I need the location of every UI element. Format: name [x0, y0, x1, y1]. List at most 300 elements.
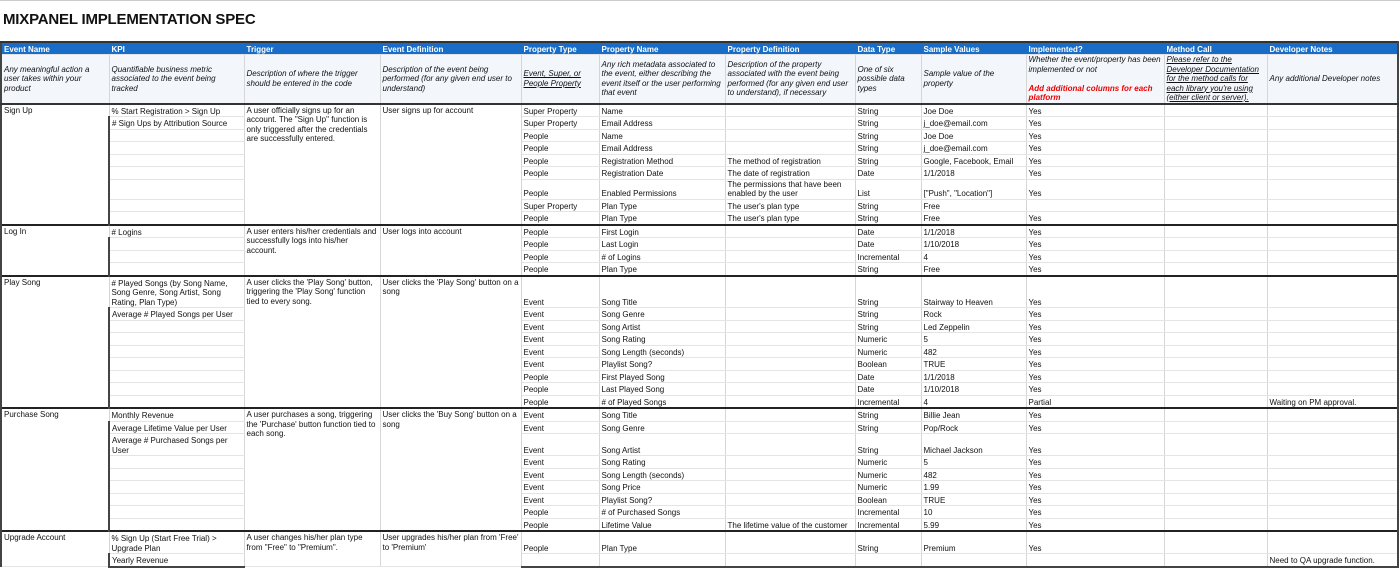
data-type-cell[interactable]: Numeric [855, 345, 921, 358]
sample-value-cell[interactable]: TRUE [921, 358, 1026, 371]
property-type-cell[interactable]: People [521, 370, 599, 383]
column-description-developer-notes[interactable] [1267, 55, 1398, 104]
property-type-cell[interactable]: People [521, 518, 599, 531]
trigger-cell[interactable]: A user changes his/her plan type from "Free" to "Premium". [244, 531, 380, 567]
column-header-kpi[interactable]: KPI [109, 42, 244, 55]
kpi-cell[interactable] [109, 199, 244, 212]
developer-notes-cell[interactable] [1267, 142, 1398, 155]
property-definition-cell[interactable]: The date of registration [725, 167, 855, 180]
implemented-cell[interactable]: Yes [1026, 167, 1164, 180]
property-definition-cell[interactable] [725, 238, 855, 251]
implemented-cell[interactable]: Yes [1026, 320, 1164, 333]
implemented-cell[interactable]: Yes [1026, 238, 1164, 251]
property-definition-cell[interactable]: The lifetime value of the customer [725, 518, 855, 531]
sample-value-cell[interactable]: Free [921, 199, 1026, 212]
developer-notes-cell[interactable] [1267, 370, 1398, 383]
property-name-cell[interactable]: Last Login [599, 238, 725, 251]
trigger-cell[interactable]: A user clicks the 'Play Song' button, triggering the 'Play Song' function tied to every song. [244, 276, 380, 409]
sample-value-cell[interactable]: Stairway to Heaven [921, 276, 1026, 308]
property-definition-cell[interactable] [725, 554, 855, 567]
property-name-cell[interactable]: Enabled Permissions [599, 179, 725, 199]
property-name-cell[interactable]: Playlist Song? [599, 493, 725, 506]
developer-notes-cell[interactable] [1267, 250, 1398, 263]
method-call-cell[interactable] [1164, 276, 1267, 308]
kpi-cell[interactable] [109, 481, 244, 494]
sample-value-cell[interactable]: Joe Doe [921, 104, 1026, 117]
property-type-cell[interactable]: People [521, 395, 599, 408]
data-type-cell[interactable]: String [855, 212, 921, 225]
implemented-cell[interactable]: Yes [1026, 333, 1164, 346]
property-name-cell[interactable]: Song Genre [599, 308, 725, 321]
property-type-cell[interactable]: Event [521, 456, 599, 469]
property-type-cell[interactable]: People [521, 263, 599, 276]
developer-notes-cell[interactable] [1267, 531, 1398, 554]
implemented-cell[interactable]: Yes [1026, 370, 1164, 383]
implemented-cell[interactable]: Yes [1026, 481, 1164, 494]
property-name-cell[interactable]: Song Artist [599, 434, 725, 456]
property-definition-cell[interactable] [725, 370, 855, 383]
property-name-cell[interactable]: Email Address [599, 142, 725, 155]
kpi-cell[interactable] [109, 345, 244, 358]
sample-value-cell[interactable]: Google, Facebook, Email [921, 154, 1026, 167]
property-type-cell[interactable]: Super Property [521, 117, 599, 130]
developer-notes-cell[interactable] [1267, 320, 1398, 333]
column-header-method-call[interactable]: Method Call [1164, 42, 1267, 55]
property-definition-cell[interactable] [725, 333, 855, 346]
method-call-cell[interactable] [1164, 154, 1267, 167]
method-call-cell[interactable] [1164, 104, 1267, 117]
column-description-sample-values[interactable] [921, 55, 1026, 104]
column-description-event-definition[interactable] [380, 55, 521, 104]
column-description-property-definition[interactable] [725, 55, 855, 104]
implemented-cell[interactable]: Yes [1026, 421, 1164, 434]
method-call-cell[interactable] [1164, 481, 1267, 494]
property-definition-cell[interactable] [725, 104, 855, 117]
kpi-cell[interactable]: % Start Registration > Sign Up [109, 104, 244, 117]
column-description-trigger[interactable] [244, 55, 380, 104]
property-definition-cell[interactable] [725, 531, 855, 554]
property-definition-cell[interactable] [725, 225, 855, 238]
property-type-cell[interactable]: People [521, 250, 599, 263]
property-definition-cell[interactable]: The user's plan type [725, 199, 855, 212]
kpi-cell[interactable] [109, 320, 244, 333]
sample-value-cell[interactable]: Billie Jean [921, 408, 1026, 421]
method-call-cell[interactable] [1164, 506, 1267, 519]
kpi-cell[interactable]: Average Lifetime Value per User [109, 421, 244, 434]
data-type-cell[interactable]: String [855, 129, 921, 142]
property-definition-cell[interactable] [725, 276, 855, 308]
property-definition-cell[interactable] [725, 506, 855, 519]
column-description-property-type[interactable] [521, 55, 599, 104]
method-call-cell[interactable] [1164, 421, 1267, 434]
method-call-cell[interactable] [1164, 167, 1267, 180]
implemented-cell[interactable]: Yes [1026, 408, 1164, 421]
data-type-cell[interactable]: Incremental [855, 506, 921, 519]
implemented-cell[interactable]: Yes [1026, 434, 1164, 456]
method-call-cell[interactable] [1164, 308, 1267, 321]
property-name-cell[interactable]: Email Address [599, 117, 725, 130]
kpi-cell[interactable] [109, 395, 244, 408]
sample-value-cell[interactable]: 1/10/2018 [921, 383, 1026, 396]
method-call-cell[interactable] [1164, 212, 1267, 225]
data-type-cell[interactable]: String [855, 276, 921, 308]
developer-notes-cell[interactable] [1267, 104, 1398, 117]
implemented-cell[interactable]: Yes [1026, 493, 1164, 506]
kpi-cell[interactable] [109, 129, 244, 142]
sample-value-cell[interactable]: 5 [921, 333, 1026, 346]
data-type-cell[interactable]: String [855, 117, 921, 130]
property-type-cell[interactable]: People [521, 167, 599, 180]
property-type-cell[interactable]: People [521, 129, 599, 142]
sample-value-cell[interactable]: TRUE [921, 493, 1026, 506]
kpi-cell[interactable] [109, 167, 244, 180]
property-definition-cell[interactable] [725, 345, 855, 358]
data-type-cell[interactable]: Numeric [855, 468, 921, 481]
data-type-cell[interactable]: String [855, 434, 921, 456]
method-call-cell[interactable] [1164, 320, 1267, 333]
property-definition-cell[interactable] [725, 250, 855, 263]
implemented-cell[interactable] [1026, 554, 1164, 567]
property-name-cell[interactable]: Last Played Song [599, 383, 725, 396]
sample-value-cell[interactable]: 482 [921, 468, 1026, 481]
method-call-cell[interactable] [1164, 434, 1267, 456]
developer-notes-cell[interactable] [1267, 518, 1398, 531]
sample-value-cell[interactable] [921, 554, 1026, 567]
column-description-kpi[interactable] [109, 55, 244, 104]
method-call-cell[interactable] [1164, 199, 1267, 212]
event-name-cell[interactable]: Upgrade Account [1, 531, 109, 567]
kpi-cell[interactable] [109, 333, 244, 346]
sample-value-cell[interactable]: Free [921, 263, 1026, 276]
developer-notes-cell[interactable] [1267, 225, 1398, 238]
implemented-cell[interactable]: Yes [1026, 276, 1164, 308]
developer-notes-cell[interactable] [1267, 408, 1398, 421]
sample-value-cell[interactable]: 1/1/2018 [921, 167, 1026, 180]
column-header-developer-notes[interactable]: Developer Notes [1267, 42, 1398, 55]
sample-value-cell[interactable]: 1/1/2018 [921, 225, 1026, 238]
trigger-cell[interactable]: A user purchases a song, triggering the 'Purchase' button function tied to each song. [244, 408, 380, 531]
developer-notes-cell[interactable] [1267, 345, 1398, 358]
property-type-cell[interactable]: Event [521, 421, 599, 434]
method-call-cell[interactable] [1164, 117, 1267, 130]
implemented-cell[interactable]: Yes [1026, 212, 1164, 225]
property-definition-cell[interactable] [725, 408, 855, 421]
property-definition-cell[interactable] [725, 320, 855, 333]
sample-value-cell[interactable]: 1.99 [921, 481, 1026, 494]
property-type-cell[interactable]: Event [521, 333, 599, 346]
kpi-cell[interactable] [109, 468, 244, 481]
implemented-cell[interactable]: Yes [1026, 250, 1164, 263]
method-call-cell[interactable] [1164, 129, 1267, 142]
property-name-cell[interactable]: Registration Method [599, 154, 725, 167]
method-call-cell[interactable] [1164, 456, 1267, 469]
property-type-cell[interactable]: Super Property [521, 199, 599, 212]
property-type-cell[interactable]: Event [521, 308, 599, 321]
property-type-cell[interactable]: Super Property [521, 104, 599, 117]
property-type-cell[interactable]: Event [521, 276, 599, 308]
data-type-cell[interactable]: Numeric [855, 481, 921, 494]
kpi-cell[interactable] [109, 370, 244, 383]
data-type-cell[interactable]: Incremental [855, 395, 921, 408]
developer-notes-cell[interactable] [1267, 358, 1398, 371]
data-type-cell[interactable]: Date [855, 238, 921, 251]
data-type-cell[interactable]: Date [855, 383, 921, 396]
method-call-cell[interactable] [1164, 370, 1267, 383]
sample-value-cell[interactable]: Free [921, 212, 1026, 225]
implemented-cell[interactable]: Yes [1026, 154, 1164, 167]
developer-notes-cell[interactable] [1267, 468, 1398, 481]
method-call-cell[interactable] [1164, 554, 1267, 567]
property-name-cell[interactable]: # of Purchased Songs [599, 506, 725, 519]
data-type-cell[interactable]: Boolean [855, 493, 921, 506]
property-name-cell[interactable]: Name [599, 104, 725, 117]
implemented-cell[interactable]: Yes [1026, 456, 1164, 469]
column-description-data-type[interactable] [855, 55, 921, 104]
data-type-cell[interactable]: String [855, 408, 921, 421]
data-type-cell[interactable]: String [855, 142, 921, 155]
kpi-cell[interactable] [109, 142, 244, 155]
sample-value-cell[interactable]: Premium [921, 531, 1026, 554]
implemented-cell[interactable]: Partial [1026, 395, 1164, 408]
data-type-cell[interactable] [855, 554, 921, 567]
property-type-cell[interactable]: People [521, 179, 599, 199]
method-call-cell[interactable] [1164, 263, 1267, 276]
implemented-cell[interactable] [1026, 199, 1164, 212]
kpi-cell[interactable] [109, 506, 244, 519]
developer-notes-cell[interactable] [1267, 276, 1398, 308]
implemented-cell[interactable]: Yes [1026, 345, 1164, 358]
property-definition-cell[interactable] [725, 263, 855, 276]
data-type-cell[interactable]: Numeric [855, 333, 921, 346]
implemented-cell[interactable]: Yes [1026, 383, 1164, 396]
kpi-cell[interactable]: # Sign Ups by Attribution Source [109, 117, 244, 130]
property-type-cell[interactable]: People [521, 225, 599, 238]
property-name-cell[interactable]: Song Genre [599, 421, 725, 434]
property-definition-cell[interactable] [725, 493, 855, 506]
implemented-cell[interactable]: Yes [1026, 531, 1164, 554]
kpi-cell[interactable]: Yearly Revenue [109, 554, 244, 567]
developer-notes-cell[interactable] [1267, 506, 1398, 519]
sample-value-cell[interactable]: Joe Doe [921, 129, 1026, 142]
sample-value-cell[interactable]: j_doe@email.com [921, 142, 1026, 155]
method-call-cell[interactable] [1164, 358, 1267, 371]
method-call-cell[interactable] [1164, 179, 1267, 199]
kpi-cell[interactable] [109, 250, 244, 263]
event-definition-cell[interactable]: User clicks the 'Play Song' button on a song [380, 276, 521, 409]
property-name-cell[interactable]: Song Rating [599, 456, 725, 469]
event-name-cell[interactable]: Purchase Song [1, 408, 109, 531]
sample-value-cell[interactable]: Rock [921, 308, 1026, 321]
developer-notes-cell[interactable] [1267, 456, 1398, 469]
sample-value-cell[interactable]: Pop/Rock [921, 421, 1026, 434]
property-definition-cell[interactable] [725, 129, 855, 142]
kpi-cell[interactable] [109, 518, 244, 531]
implemented-cell[interactable]: Yes [1026, 468, 1164, 481]
method-call-cell[interactable] [1164, 395, 1267, 408]
event-name-cell[interactable]: Play Song [1, 276, 109, 409]
method-call-cell[interactable] [1164, 250, 1267, 263]
method-call-cell[interactable] [1164, 238, 1267, 251]
developer-notes-cell[interactable] [1267, 154, 1398, 167]
property-name-cell[interactable]: Plan Type [599, 199, 725, 212]
property-type-cell[interactable]: People [521, 531, 599, 554]
kpi-cell[interactable]: % Sign Up (Start Free Trial) > Upgrade Plan [109, 531, 244, 554]
column-header-property-type[interactable]: Property Type [521, 42, 599, 55]
developer-notes-cell[interactable]: Need to QA upgrade function. [1267, 554, 1398, 567]
event-definition-cell[interactable]: User logs into account [380, 225, 521, 276]
developer-notes-cell[interactable] [1267, 434, 1398, 456]
developer-notes-cell[interactable] [1267, 199, 1398, 212]
property-type-cell[interactable]: Event [521, 408, 599, 421]
data-type-cell[interactable]: String [855, 531, 921, 554]
property-definition-cell[interactable]: The method of registration [725, 154, 855, 167]
property-name-cell[interactable]: Song Artist [599, 320, 725, 333]
column-header-property-definition[interactable]: Property Definition [725, 42, 855, 55]
data-type-cell[interactable]: String [855, 320, 921, 333]
developer-notes-cell[interactable] [1267, 167, 1398, 180]
developer-notes-cell[interactable] [1267, 493, 1398, 506]
property-type-cell[interactable] [521, 554, 599, 567]
developer-notes-cell[interactable] [1267, 263, 1398, 276]
kpi-cell[interactable] [109, 154, 244, 167]
developer-notes-cell[interactable] [1267, 421, 1398, 434]
implemented-cell[interactable]: Yes [1026, 308, 1164, 321]
data-type-cell[interactable]: List [855, 179, 921, 199]
event-name-cell[interactable]: Sign Up [1, 104, 109, 225]
event-definition-cell[interactable]: User clicks the 'Buy Song' button on a song [380, 408, 521, 531]
column-description-property-name[interactable] [599, 55, 725, 104]
developer-notes-cell[interactable] [1267, 129, 1398, 142]
property-definition-cell[interactable] [725, 434, 855, 456]
property-definition-cell[interactable] [725, 308, 855, 321]
trigger-cell[interactable]: A user officially signs up for an account. The "Sign Up" function is only triggered after the credentials are successfully entered. [244, 104, 380, 225]
data-type-cell[interactable]: String [855, 263, 921, 276]
developer-notes-cell[interactable] [1267, 383, 1398, 396]
column-header-event-name[interactable]: Event Name [1, 42, 109, 55]
property-type-cell[interactable]: Event [521, 358, 599, 371]
property-definition-cell[interactable] [725, 358, 855, 371]
property-type-cell[interactable]: People [521, 383, 599, 396]
developer-notes-cell[interactable]: Waiting on PM approval. [1267, 395, 1398, 408]
implemented-cell[interactable]: Yes [1026, 225, 1164, 238]
method-call-cell[interactable] [1164, 383, 1267, 396]
property-name-cell[interactable]: Plan Type [599, 212, 725, 225]
property-type-cell[interactable]: People [521, 238, 599, 251]
developer-notes-cell[interactable] [1267, 238, 1398, 251]
property-type-cell[interactable]: People [521, 142, 599, 155]
implemented-cell[interactable]: Yes [1026, 506, 1164, 519]
property-definition-cell[interactable] [725, 383, 855, 396]
developer-notes-cell[interactable] [1267, 308, 1398, 321]
property-type-cell[interactable]: Event [521, 493, 599, 506]
property-definition-cell[interactable]: The permissions that have been enabled by the user [725, 179, 855, 199]
column-description-event-name[interactable] [1, 55, 109, 104]
property-type-cell[interactable]: Event [521, 320, 599, 333]
kpi-cell[interactable]: Average # Purchased Songs per User [109, 434, 244, 456]
method-call-cell[interactable] [1164, 142, 1267, 155]
implemented-cell[interactable]: Yes [1026, 142, 1164, 155]
developer-notes-cell[interactable] [1267, 481, 1398, 494]
property-name-cell[interactable]: Song Price [599, 481, 725, 494]
property-type-cell[interactable]: People [521, 506, 599, 519]
sample-value-cell[interactable]: 482 [921, 345, 1026, 358]
method-call-cell[interactable] [1164, 531, 1267, 554]
property-name-cell[interactable]: Song Length (seconds) [599, 468, 725, 481]
sample-value-cell[interactable]: 1/1/2018 [921, 370, 1026, 383]
developer-notes-cell[interactable] [1267, 179, 1398, 199]
developer-notes-cell[interactable] [1267, 333, 1398, 346]
column-header-sample-values[interactable]: Sample Values [921, 42, 1026, 55]
property-name-cell[interactable]: Song Rating [599, 333, 725, 346]
property-definition-cell[interactable] [725, 468, 855, 481]
data-type-cell[interactable]: String [855, 421, 921, 434]
property-name-cell[interactable]: Plan Type [599, 531, 725, 554]
property-definition-cell[interactable] [725, 481, 855, 494]
kpi-cell[interactable] [109, 263, 244, 276]
event-definition-cell[interactable]: User upgrades his/her plan from 'Free' to 'Premium' [380, 531, 521, 567]
method-call-cell[interactable] [1164, 333, 1267, 346]
sample-value-cell[interactable]: j_doe@email.com [921, 117, 1026, 130]
column-header-property-name[interactable]: Property Name [599, 42, 725, 55]
data-type-cell[interactable]: Boolean [855, 358, 921, 371]
sample-value-cell[interactable]: 10 [921, 506, 1026, 519]
property-name-cell[interactable]: Song Length (seconds) [599, 345, 725, 358]
property-type-cell[interactable]: Event [521, 345, 599, 358]
method-call-cell[interactable] [1164, 493, 1267, 506]
column-description-method-call[interactable] [1164, 55, 1267, 104]
implemented-cell[interactable]: Yes [1026, 179, 1164, 199]
event-definition-cell[interactable]: User signs up for account [380, 104, 521, 225]
sample-value-cell[interactable]: Led Zeppelin [921, 320, 1026, 333]
data-type-cell[interactable]: String [855, 199, 921, 212]
data-type-cell[interactable]: String [855, 308, 921, 321]
developer-notes-cell[interactable] [1267, 117, 1398, 130]
property-name-cell[interactable]: # of Played Songs [599, 395, 725, 408]
kpi-cell[interactable] [109, 238, 244, 251]
sample-value-cell[interactable]: 4 [921, 250, 1026, 263]
method-call-cell[interactable] [1164, 518, 1267, 531]
kpi-cell[interactable]: Monthly Revenue [109, 408, 244, 421]
method-call-cell[interactable] [1164, 345, 1267, 358]
event-name-cell[interactable]: Log In [1, 225, 109, 276]
property-name-cell[interactable]: Song Title [599, 408, 725, 421]
sample-value-cell[interactable]: 4 [921, 395, 1026, 408]
method-call-cell[interactable] [1164, 468, 1267, 481]
column-header-data-type[interactable]: Data Type [855, 42, 921, 55]
kpi-cell[interactable] [109, 358, 244, 371]
implemented-cell[interactable]: Yes [1026, 129, 1164, 142]
property-type-cell[interactable]: Event [521, 434, 599, 456]
column-header-trigger[interactable]: Trigger [244, 42, 380, 55]
property-name-cell[interactable]: Registration Date [599, 167, 725, 180]
developer-notes-cell[interactable] [1267, 212, 1398, 225]
sample-value-cell[interactable]: 5 [921, 456, 1026, 469]
data-type-cell[interactable]: Incremental [855, 250, 921, 263]
trigger-cell[interactable]: A user enters his/her credentials and successfully logs into his/her account. [244, 225, 380, 276]
data-type-cell[interactable]: String [855, 104, 921, 117]
property-name-cell[interactable]: First Login [599, 225, 725, 238]
property-name-cell[interactable]: Name [599, 129, 725, 142]
column-header-event-definition[interactable]: Event Definition [380, 42, 521, 55]
property-name-cell[interactable]: Plan Type [599, 263, 725, 276]
method-call-cell[interactable] [1164, 225, 1267, 238]
property-type-cell[interactable]: Event [521, 468, 599, 481]
sample-value-cell[interactable]: Michael Jackson [921, 434, 1026, 456]
property-definition-cell[interactable] [725, 395, 855, 408]
data-type-cell[interactable]: String [855, 154, 921, 167]
kpi-cell[interactable]: Average # Played Songs per User [109, 308, 244, 321]
property-type-cell[interactable]: People [521, 212, 599, 225]
